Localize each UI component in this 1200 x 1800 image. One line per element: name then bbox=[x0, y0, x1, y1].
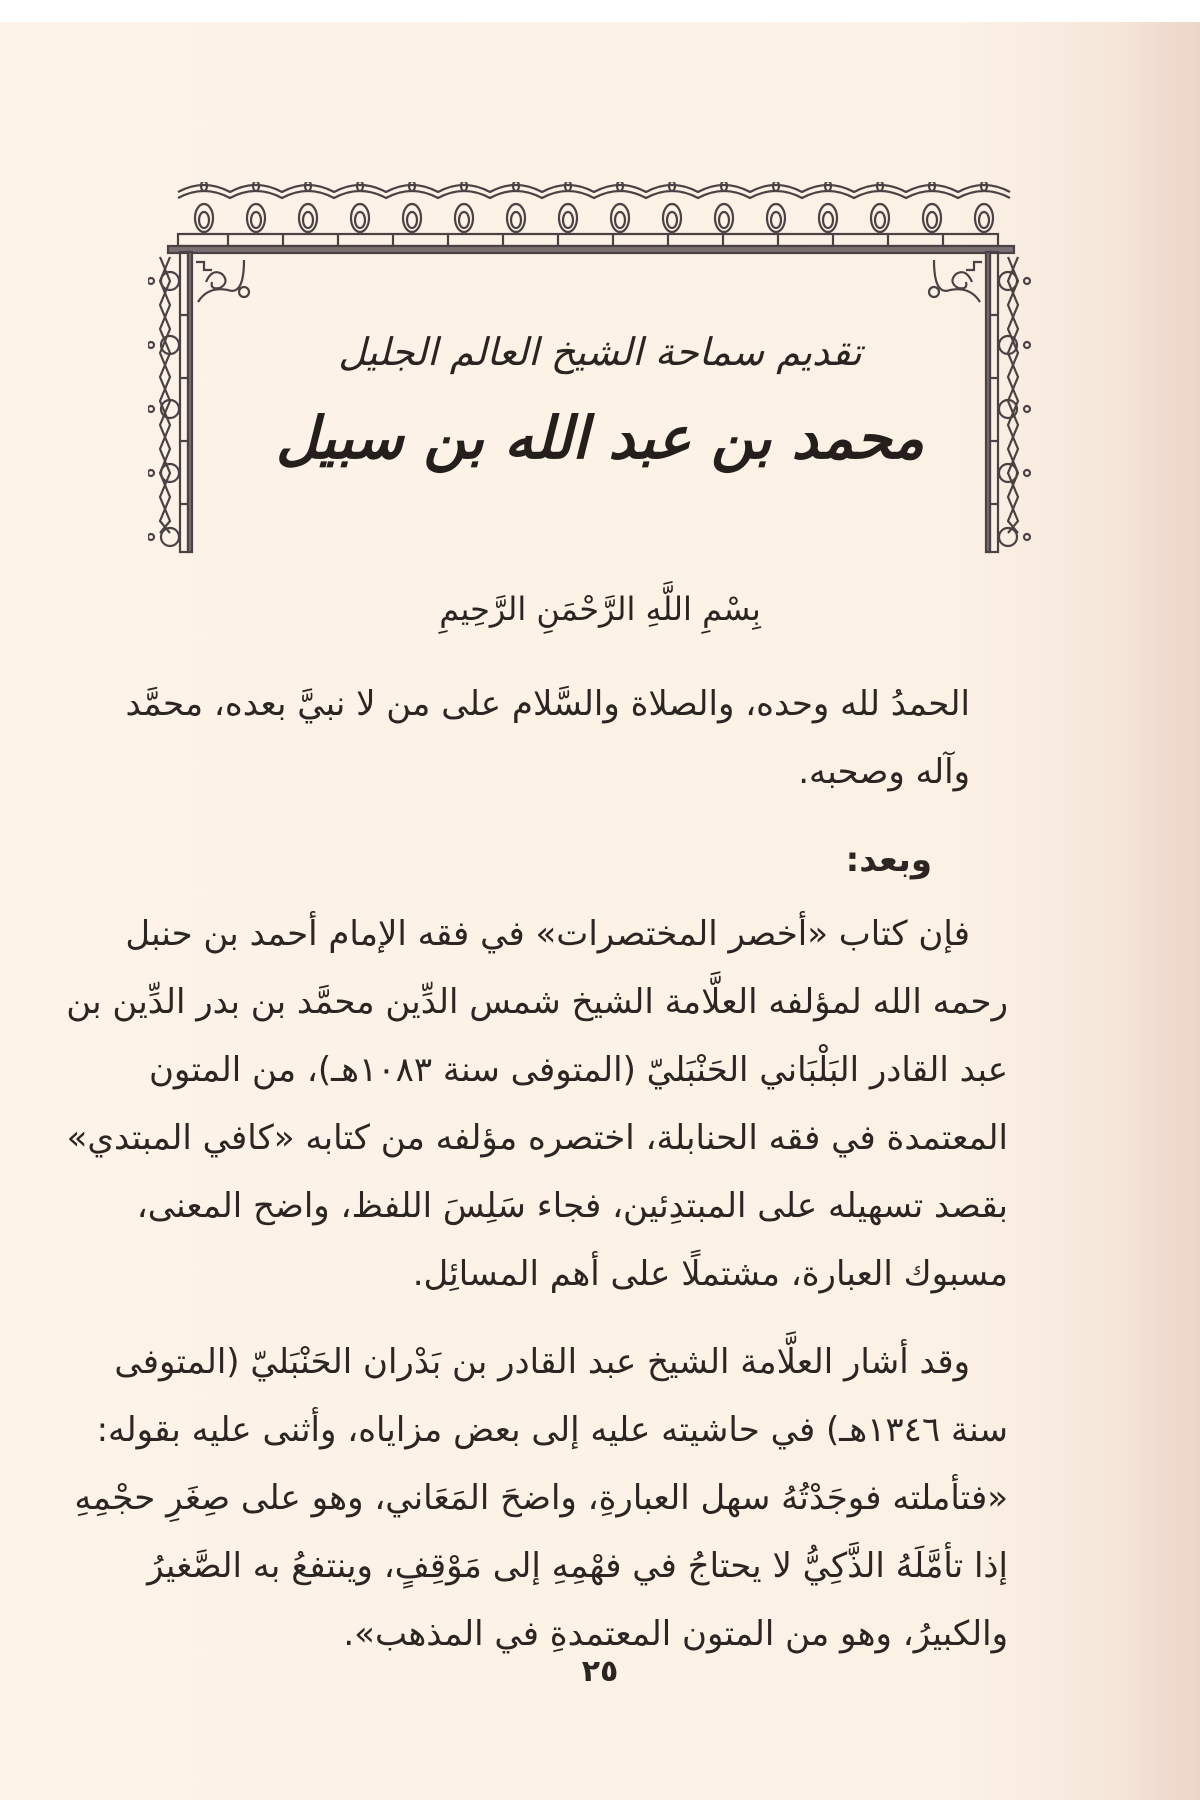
top-scallop-row bbox=[178, 185, 1010, 198]
text-line: «فتأملته فوجَدْتُهُ سهل العبارةِ، واضحَ المَعَاني، وهو على صِغَرِ حجْمِهِ bbox=[74, 1478, 1008, 1518]
top-drop-ornaments bbox=[195, 182, 993, 232]
right-corner-arabesque bbox=[929, 260, 982, 302]
text-line: رحمه الله لمؤلفه العلَّامة الشيخ شمس الدِّين محمَّد بن بدر الدِّين بن bbox=[66, 982, 1008, 1022]
left-chain bbox=[148, 257, 179, 546]
text-line: مسبوك العبارة، مشتملًا على أهم المسائِل. bbox=[412, 1254, 1008, 1294]
subheading-wa-baad: وبعد: bbox=[845, 840, 932, 880]
book-page bbox=[0, 22, 1200, 1800]
author-name-title: محمد بن عبد الله بن سبيل bbox=[275, 404, 925, 472]
text-line: سنة ١٣٤٦هـ) في حاشيته عليه إلى بعض مزاياه، وأثنى عليه بقوله: bbox=[96, 1410, 1008, 1450]
left-corner-arabesque bbox=[196, 260, 249, 302]
paragraph-book-intro bbox=[66, 900, 1008, 1308]
text-line: عبد القادر البَلْبَاني الحَنْبَليّ (المتوفى سنة ١٠٨٣هـ)، من المتون bbox=[148, 1050, 1008, 1090]
text-line: وقد أشار العلَّامة الشيخ عبد القادر بن بَدْران الحَنْبَليّ (المتوفى bbox=[114, 1342, 970, 1382]
text-line: والكبيرُ، وهو من المتون المعتمدةِ في المذهب». bbox=[343, 1614, 1008, 1654]
right-chain bbox=[999, 257, 1030, 546]
text-line: فإن كتاب «أخصر المختصرات» في فقه الإمام أحمد بن حنبل bbox=[125, 914, 970, 954]
page-number: ٢٥ bbox=[581, 1654, 619, 1689]
paragraph-ibn-badran-quote bbox=[74, 1328, 1008, 1668]
dedication-subtitle: تقديم سماحة الشيخ العالم الجليل bbox=[338, 330, 862, 374]
body-text bbox=[66, 670, 1008, 1688]
text-line: وآله وصحبه. bbox=[798, 752, 970, 792]
text-line: المعتمدة في فقه الحنابلة، اختصره مؤلفه من كتابه «كافي المبتدي» bbox=[66, 1118, 1008, 1158]
text-line: بقصد تسهيله على المبتدِئين، فجاء سَلِسَ اللفظ، واضح المعنى، bbox=[136, 1186, 1008, 1226]
text-line: إذا تأمَّلَهُ الذَّكِيُّ لا يحتاجُ في فهْمِهِ إلى مَوْقِفٍ، وينتفعُ به الصَّغيرُ bbox=[147, 1546, 1008, 1586]
paragraph-praise bbox=[125, 670, 1008, 806]
text-line: الحمدُ لله وحده، والصلاة والسَّلام على من لا نبيَّ بعده، محمَّد bbox=[125, 684, 970, 724]
basmala: بِسْمِ اللَّهِ الرَّحْمَنِ الرَّحِيمِ bbox=[439, 590, 761, 628]
